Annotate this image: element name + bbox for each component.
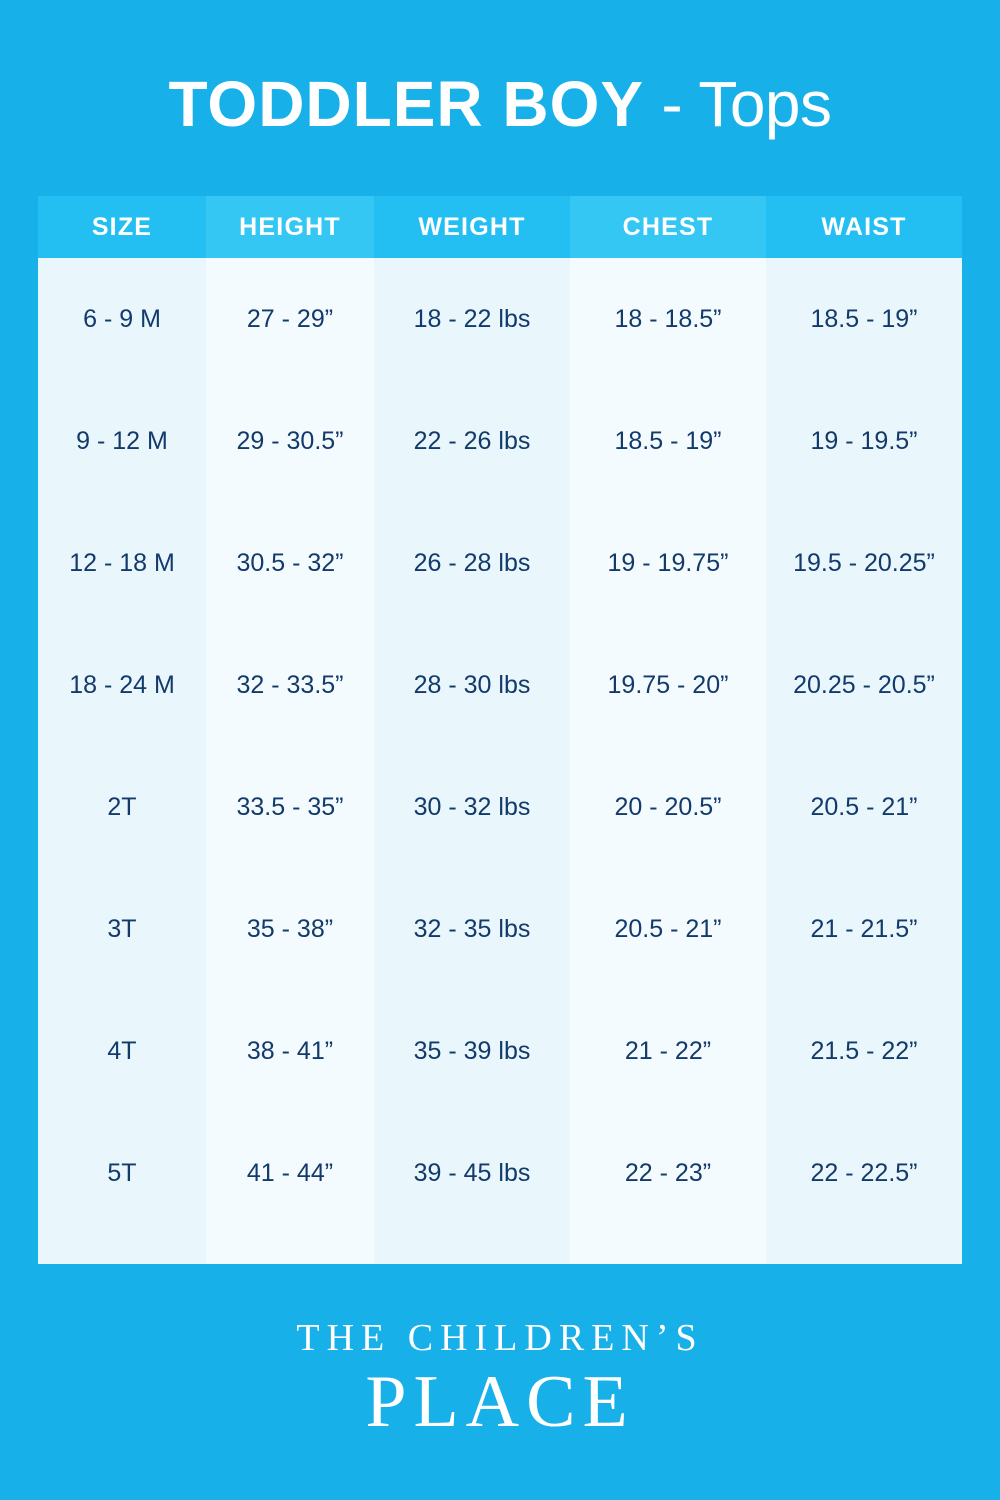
table-row [38, 380, 962, 502]
title-separator: - [644, 68, 699, 140]
filler-waist [766, 1234, 962, 1264]
cell-weight: 32 - 35 lbs [374, 868, 570, 990]
cell-size: 9 - 12 M [38, 380, 206, 502]
column-header-height: HEIGHT [206, 196, 374, 258]
column-header-weight: WEIGHT [374, 196, 570, 258]
cell-waist: 21.5 - 22” [766, 990, 962, 1112]
cell-size: 2T [38, 746, 206, 868]
column-header-chest: CHEST [570, 196, 766, 258]
cell-size: 12 - 18 M [38, 502, 206, 624]
cell-weight: 28 - 30 lbs [374, 624, 570, 746]
cell-waist: 19 - 19.5” [766, 380, 962, 502]
cell-height: 38 - 41” [206, 990, 374, 1112]
cell-height: 27 - 29” [206, 258, 374, 380]
cell-chest: 20.5 - 21” [570, 868, 766, 990]
cell-size: 5T [38, 1112, 206, 1234]
cell-waist: 22 - 22.5” [766, 1112, 962, 1234]
cell-waist: 21 - 21.5” [766, 868, 962, 990]
table-row [38, 746, 962, 868]
cell-chest: 22 - 23” [570, 1112, 766, 1234]
size-chart-table [38, 196, 962, 1234]
table-row [38, 258, 962, 380]
table-header [38, 196, 962, 258]
cell-size: 6 - 9 M [38, 258, 206, 380]
column-header-size: SIZE [38, 196, 206, 258]
cell-waist: 20.25 - 20.5” [766, 624, 962, 746]
cell-chest: 20 - 20.5” [570, 746, 766, 868]
cell-weight: 35 - 39 lbs [374, 990, 570, 1112]
title-light: Tops [698, 68, 832, 140]
cell-chest: 18 - 18.5” [570, 258, 766, 380]
table-row [38, 624, 962, 746]
cell-chest: 19 - 19.75” [570, 502, 766, 624]
page-title [0, 68, 1000, 164]
cell-weight: 22 - 26 lbs [374, 380, 570, 502]
brand-logo [296, 1316, 703, 1442]
cell-height: 32 - 33.5” [206, 624, 374, 746]
cell-waist: 20.5 - 21” [766, 746, 962, 868]
table-row [38, 1112, 962, 1234]
filler-size [38, 1234, 206, 1264]
table-header-row [38, 196, 962, 258]
cell-weight: 18 - 22 lbs [374, 258, 570, 380]
table-body [38, 258, 962, 1234]
cell-weight: 39 - 45 lbs [374, 1112, 570, 1234]
cell-height: 29 - 30.5” [206, 380, 374, 502]
filler-chest [570, 1234, 766, 1264]
cell-size: 18 - 24 M [38, 624, 206, 746]
cell-chest: 18.5 - 19” [570, 380, 766, 502]
title-text [168, 68, 831, 140]
cell-height: 33.5 - 35” [206, 746, 374, 868]
cell-waist: 18.5 - 19” [766, 258, 962, 380]
logo-line-2: PLACE [365, 1361, 635, 1443]
cell-height: 30.5 - 32” [206, 502, 374, 624]
cell-chest: 19.75 - 20” [570, 624, 766, 746]
cell-chest: 21 - 22” [570, 990, 766, 1112]
cell-height: 35 - 38” [206, 868, 374, 990]
cell-waist: 19.5 - 20.25” [766, 502, 962, 624]
cell-weight: 26 - 28 lbs [374, 502, 570, 624]
filler-height [206, 1234, 374, 1264]
cell-height: 41 - 44” [206, 1112, 374, 1234]
table-row [38, 990, 962, 1112]
table-row [38, 502, 962, 624]
table-bottom-filler [38, 1234, 962, 1264]
filler-weight [374, 1234, 570, 1264]
cell-size: 3T [38, 868, 206, 990]
cell-weight: 30 - 32 lbs [374, 746, 570, 868]
title-bold: TODDLER BOY [168, 68, 645, 140]
table-row [38, 868, 962, 990]
logo-line-1: THE CHILDREN’S [296, 1317, 704, 1359]
column-header-waist: WAIST [766, 196, 962, 258]
cell-size: 4T [38, 990, 206, 1112]
